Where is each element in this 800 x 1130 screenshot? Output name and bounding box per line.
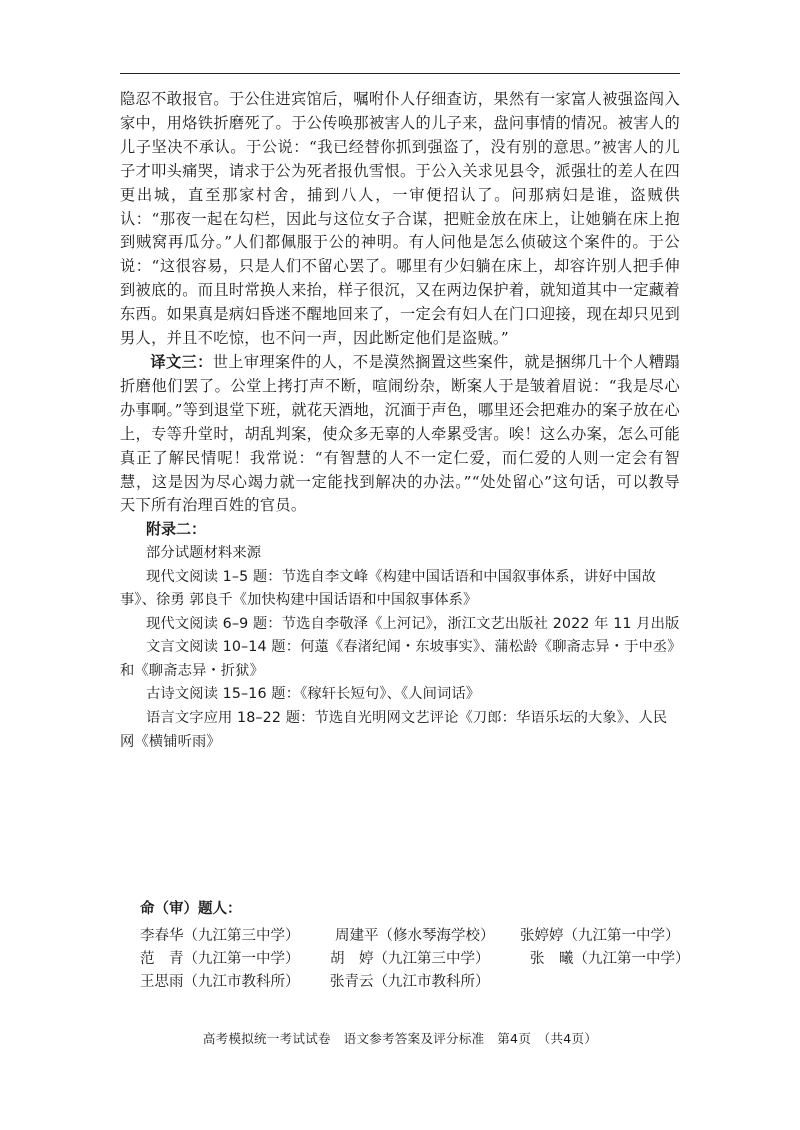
author-name: 王思雨（九江市教科所） (140, 974, 300, 990)
author-name: 范 青（九江第一中学） (140, 951, 300, 967)
authors-row (140, 947, 700, 970)
top-rule (120, 73, 680, 74)
appendix-subtitle: 部分试题材料来源 (146, 544, 262, 561)
authors-title: 命（审）题人： (140, 901, 242, 917)
authors-row (140, 970, 700, 993)
page-footer: 高考模拟统一考试试卷 语文参考答案及评分标准 第4页 （共4页） (202, 1031, 598, 1046)
appendix-item: 现代文阅读 1–5 题：节选自李文峰《构建中国话语和中国叙事体系，讲好中国故事》、徐勇 郭良千《加快构建中国话语和中国叙事体系》 (120, 568, 657, 609)
appendix-item: 语言文字应用 18–22 题：节选自光明网文艺评论《刀郎：华语乐坛的大象》、人民网《横铺听雨》 (120, 710, 668, 750)
translation-three (120, 351, 680, 518)
author-name: 李春华（九江第三中学） (140, 928, 300, 944)
translation-three-text: 世上审理案件的人，不是漠然搁置这些案件，就是捆绑几十个人糟蹋折磨他们罢了。公堂上拷打声不断，喧闹纷杂，断案人于是皱着眉说：“我是尽心办事啊。”等到退堂下班，就花天酒地，沉湎于声色，哪里还会把难办的案子放在心上，专等升堂时，胡乱判案，使众多无辜的人牵累受害。唉！这么办案，怎么可能真正了解民情呢！我常说：“有智慧的人不一定仁爱，而仁爱的人则一定会有智慧，这是因为尽心竭力就一定能找到解决的办法。”“处处留心”这句话，可以教导天下所有治理百姓的官员。 (120, 352, 680, 515)
answer-content (120, 88, 680, 754)
appendix-item: 现代文阅读 6–9 题：节选自李敬泽《上河记》，浙江文艺出版社 2022 年 11 月出版 (146, 615, 680, 632)
appendix-item: 文言文阅读 10–14 题：何薳《春渚纪闻・东坡事实》、蒲松龄《聊斋志异・于中丞》和《聊斋志异・折狱》 (120, 639, 675, 679)
author-name: 周建平（修水琴海学校） (335, 928, 495, 944)
translation-two-tail: 隐忍不敢报官。于公住进宾馆后，嘱咐仆人仔细查访，果然有一家富人被强盗闯入家中，用烙铁折磨死了。于公传唤那被害人的儿子来，盘问事情的情况。被害人的儿子坚决不承认。于公说：“我已经替你抓到强盗了，没有别的意思。”被害人的儿子才叩头痛哭，请求于公为死者报仇雪恨。于公入关求见县令，派强壮的差人在四更出城，直至那家村舍，捕到八人，一审便招认了。问那病妇是谁，盗贼供认：“那夜一起在勾栏，因此与这位女子合谋，把赃金放在床上，让她躺在床上抱到贼窝再瓜分。”人们都佩服于公的神明。有人问他是怎么侦破这个案件的。于公说：“这很容易，只是人们不留心罢了。哪里有少妇躺在床上，却容许别人把手伸到被底的。而且时常换人来抬，样子很沉，又在两边保护着，就知道其中一定藏着东西。如果真是病妇昏迷不醒地回来了，一定会有妇人在门口迎接，现在却只见到男人，并且不吃惊，也不问一声，因此断定他们是盗贼。” (120, 90, 680, 348)
appendix-title: 附录二： (146, 520, 207, 539)
translation-three-label: 译文三： (150, 352, 213, 371)
appendix (120, 518, 680, 754)
author-name: 张婷婷（九江第一中学） (520, 928, 680, 944)
author-name: 张青云（九江市教科所） (330, 974, 490, 990)
authors-section (140, 898, 700, 993)
author-name: 胡 婷（九江第三中学） (330, 951, 490, 967)
authors-row (140, 924, 700, 947)
author-name: 张 曦（九江第一中学） (530, 951, 690, 967)
appendix-item: 古诗文阅读 15–16 题：《稼轩长短句》、《人间词话》 (146, 686, 481, 703)
